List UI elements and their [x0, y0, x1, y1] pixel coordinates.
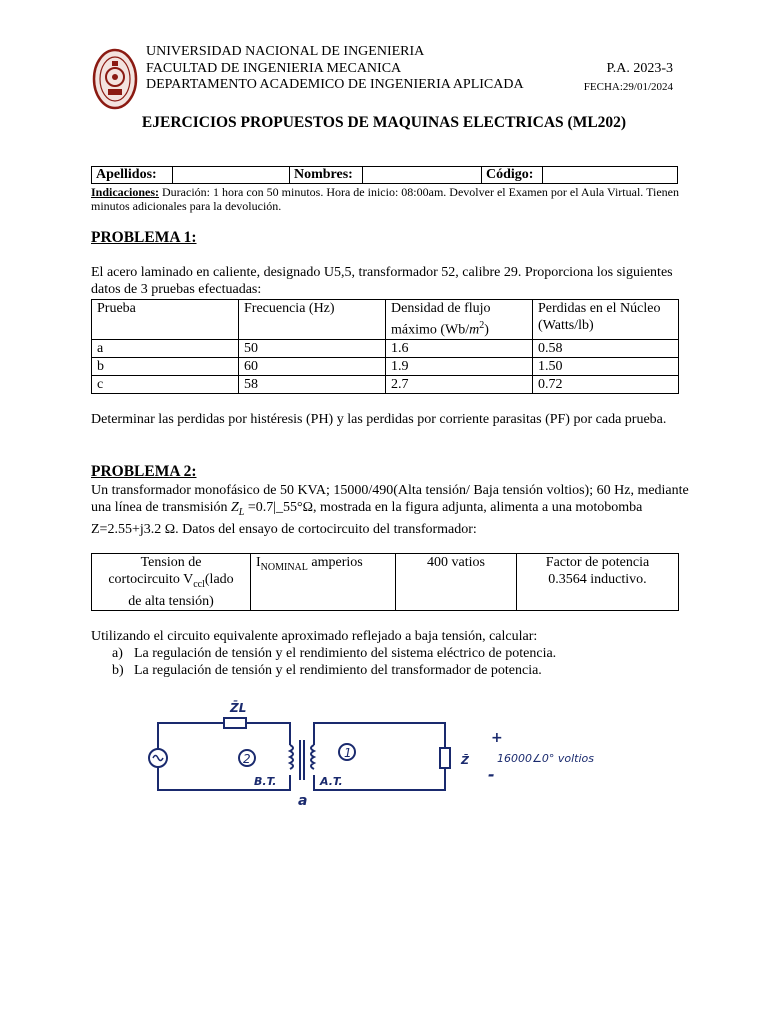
header-cell: Prueba [92, 300, 239, 340]
surname-field[interactable] [173, 167, 290, 184]
name-field[interactable] [363, 167, 482, 184]
problem2-intro: Un transformador monofásico de 50 KVA; 15000/490(Alta tensión/ Baja tensión voltios); 60 Hz, mediante una línea de transmisión $Z_L$ =0.7|_55°Ω, mostrada en la figura adjunta, alimenta a una motobomba Z=2.55+j3.2 Ω. Datos del ensayo de cortocircuito del transformador: [91, 483, 689, 537]
table-cell: Factor de potencia 0.3564 inductivo. [517, 554, 679, 611]
a-label: a [298, 793, 308, 809]
table-row [92, 339, 679, 357]
list-item: b) La regulación de tensión y el rendimiento del transformador de potencia. [112, 663, 542, 678]
student-info-table [91, 166, 678, 184]
table-row [92, 375, 679, 393]
table-cell: c [92, 375, 239, 393]
table-cell: 58 [239, 375, 386, 393]
table-cell: 2.7 [386, 375, 533, 393]
line-impedance-icon [224, 718, 246, 728]
bt-label: B.T. [254, 775, 277, 788]
table-cell: 60 [239, 357, 386, 375]
table-cell: 1.6 [386, 339, 533, 357]
z-label: Z̄ [461, 754, 469, 767]
table-cell: 400 vatios [396, 554, 517, 611]
table-cell: b [92, 357, 239, 375]
load-impedance-icon [440, 748, 450, 768]
short-circuit-table [91, 553, 679, 611]
problem2-items [112, 645, 556, 679]
bt-coil-icon [290, 745, 293, 769]
plus-label: + [491, 730, 503, 746]
minus-label: - [488, 765, 495, 784]
header-cell: Frecuencia (Hz) [239, 300, 386, 340]
table-row [92, 357, 679, 375]
node-1-label: 1 [344, 746, 352, 760]
problem1-intro: El acero laminado en caliente, designado U5,5, transformador 52, calibre 29. Proporciona los siguientes datos de 3 pruebas efectuadas: [91, 265, 673, 297]
table-cell: a [92, 339, 239, 357]
voltage-label: 16000∠0° voltios [497, 752, 594, 765]
table-cell: 0.58 [533, 339, 679, 357]
table-cell: 50 [239, 339, 386, 357]
academic-period: P.A. 2023-3 [606, 61, 673, 76]
table-row [92, 554, 679, 611]
institution-block [146, 44, 524, 94]
faculty-name: FACULTAD DE INGENIERIA MECANICA [146, 60, 402, 76]
department-name: DEPARTAMENTO ACADEMICO DE INGENIERIA APLICADA [146, 77, 524, 92]
exam-date: FECHA:29/01/2024 [583, 81, 673, 93]
instructions [91, 185, 686, 213]
code-label: Código: [482, 167, 543, 184]
problem1-question: Determinar las perdidas por histéresis (PH) y las perdidas por corriente parasitas (PF) por cada prueba. [91, 412, 667, 427]
table-cell: 0.72 [533, 375, 679, 393]
problem1-table [91, 299, 679, 394]
document-title: EJERCICIOS PROPUESTOS DE MAQUINAS ELECTRICAS (ML202) [141, 114, 627, 131]
name-label: Nombres: [290, 167, 363, 184]
table-cell: Tension de cortocircuito $V_{ccl}(lado$ de alta tensión) [92, 554, 251, 611]
table-cell: 1.9 [386, 357, 533, 375]
zl-label: Z̄L [230, 701, 247, 715]
header-cell: Densidad de flujo máximo $(Wb/m^2)$ [386, 300, 533, 340]
instructions-label: Indicaciones: [91, 185, 160, 199]
at-coil-icon [311, 745, 314, 769]
header-cell: Perdidas en el Núcleo (Watts/lb) [533, 300, 679, 340]
university-name: UNIVERSIDAD NACIONAL DE INGENIERIA [146, 44, 425, 59]
code-field[interactable] [543, 167, 678, 184]
table-cell: $I_{NOMINAL}$ amperios [251, 554, 396, 611]
circuit-diagram [140, 690, 630, 815]
at-label: A.T. [320, 775, 343, 788]
table-cell: 1.50 [533, 357, 679, 375]
instructions-text: Duración: 1 hora con 50 minutos. Hora de inicio: 08:00am. Devolver el Examen por el Aula Virtual. Tienen minutos adicionales para la devolución. [91, 185, 679, 213]
problem2-heading: PROBLEMA 2: [91, 463, 197, 480]
surname-label: Apellidos: [92, 167, 173, 184]
table-header-row [92, 300, 679, 340]
problem1-heading: PROBLEMA 1: [91, 229, 197, 246]
university-seal-icon [92, 47, 138, 111]
list-item: a) La regulación de tensión y el rendimiento del sistema eléctrico de potencia. [112, 646, 557, 661]
node-2-label: 2 [243, 752, 251, 766]
problem2-question: Utilizando el circuito equivalente aproximado reflejado a baja tensión, calcular: [91, 629, 538, 644]
